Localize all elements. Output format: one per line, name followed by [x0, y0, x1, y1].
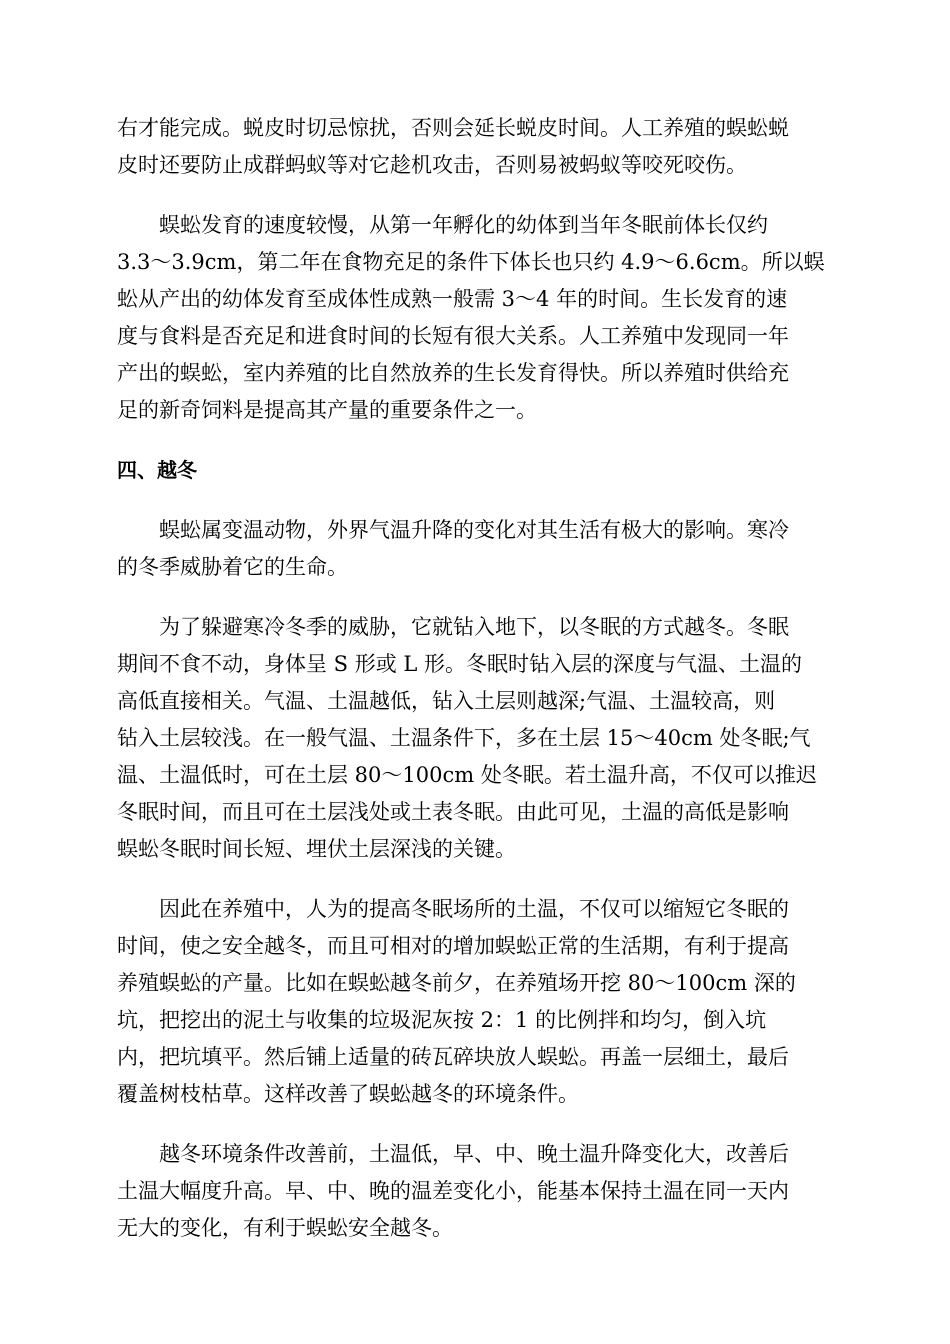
paragraph-hibernation — [117, 609, 835, 868]
text-line: 蜈蚣发育的速度较慢，从第一年孵化的幼体到当年冬眠前体长仅约 — [117, 213, 768, 237]
section-heading: 四、越冬 — [117, 458, 197, 482]
text-line: 3.3～3.9cm，第二年在食物充足的条件下体长也只约 4.9～6.6cm。所以蜈 — [117, 250, 825, 274]
text-line: 度与食料是否充足和进食时间的长短有很大关系。人工养殖中发现同一年 — [117, 324, 789, 348]
document-body — [117, 110, 835, 1270]
text-line: 的冬季威胁着它的生命。 — [117, 555, 348, 579]
text-line: 期间不食不动，身体呈 S 形或 L 形。冬眠时钻入层的深度与气温、土温的 — [117, 652, 803, 676]
text-line: 钻入土层较浅。在一般气温、土温条件下，多在土层 15～40cm 处冬眠;气 — [117, 726, 811, 750]
text-line: 温、土温低时，可在土层 80～100cm 处冬眠。若土温升高，不仅可以推迟 — [117, 763, 817, 787]
text-line: 高低直接相关。气温、土温越低，钻入土层则越深;气温、土温较高，则 — [117, 689, 776, 713]
text-line: 土温大幅度升高。早、中、晚的温差变化小，能基本保持土温在同一天内 — [117, 1179, 789, 1203]
text-line: 覆盖树枝枯草。这样改善了蜈蚣越冬的环境条件。 — [117, 1082, 579, 1106]
text-line: 产出的蜈蚣，室内养殖的比自然放养的生长发育得快。所以养殖时供给充 — [117, 361, 789, 385]
paragraph-cold-blooded — [117, 512, 835, 586]
text-line: 为了躲避寒冷冬季的威胁，它就钻入地下，以冬眠的方式越冬。冬眠 — [117, 615, 789, 639]
text-line: 内，把坑填平。然后铺上适量的砖瓦碎块放人蜈蚣。再盖一层细土，最后 — [117, 1045, 789, 1069]
text-line: 右才能完成。蜕皮时切忌惊扰，否则会延长蜕皮时间。人工养殖的蜈蚣蜕 — [117, 116, 789, 140]
paragraph-growth — [117, 207, 835, 429]
text-line: 越冬环境条件改善前，土温低，早、中、晚土温升降变化大，改善后 — [117, 1142, 789, 1166]
paragraph-molting — [117, 110, 835, 184]
text-line: 蜈蚣属变温动物，外界气温升降的变化对其生活有极大的影响。寒冷 — [117, 518, 789, 542]
text-line: 养殖蜈蚣的产量。比如在蜈蚣越冬前夕，在养殖场开挖 80～100cm 深的 — [117, 971, 796, 995]
paragraph-raising-soil-temp — [117, 891, 835, 1113]
text-line: 无大的变化，有利于蜈蚣安全越冬。 — [117, 1216, 453, 1240]
text-line: 时间，使之安全越冬，而且可相对的增加蜈蚣正常的生活期，有利于提高 — [117, 934, 789, 958]
text-line: 蜈蚣冬眠时间长短、埋伏土层深浅的关键。 — [117, 837, 516, 861]
text-line: 皮时还要防止成群蚂蚁等对它趁机攻击，否则易被蚂蚁等咬死咬伤。 — [117, 153, 747, 177]
text-line: 坑，把挖出的泥土与收集的垃圾泥灰按 2：1 的比例拌和均匀，倒入坑 — [117, 1008, 767, 1032]
text-line: 足的新奇饲料是提高其产量的重要条件之一。 — [117, 398, 537, 422]
paragraph-improvement-result — [117, 1136, 835, 1247]
text-line: 蚣从产出的幼体发育至成体性成熟一般需 3～4 年的时间。生长发育的速 — [117, 287, 788, 311]
text-line: 因此在养殖中，人为的提高冬眠场所的土温，不仅可以缩短它冬眠的 — [117, 897, 789, 921]
text-line: 冬眠时间，而且可在土层浅处或土表冬眠。由此可见，土温的高低是影响 — [117, 800, 789, 824]
